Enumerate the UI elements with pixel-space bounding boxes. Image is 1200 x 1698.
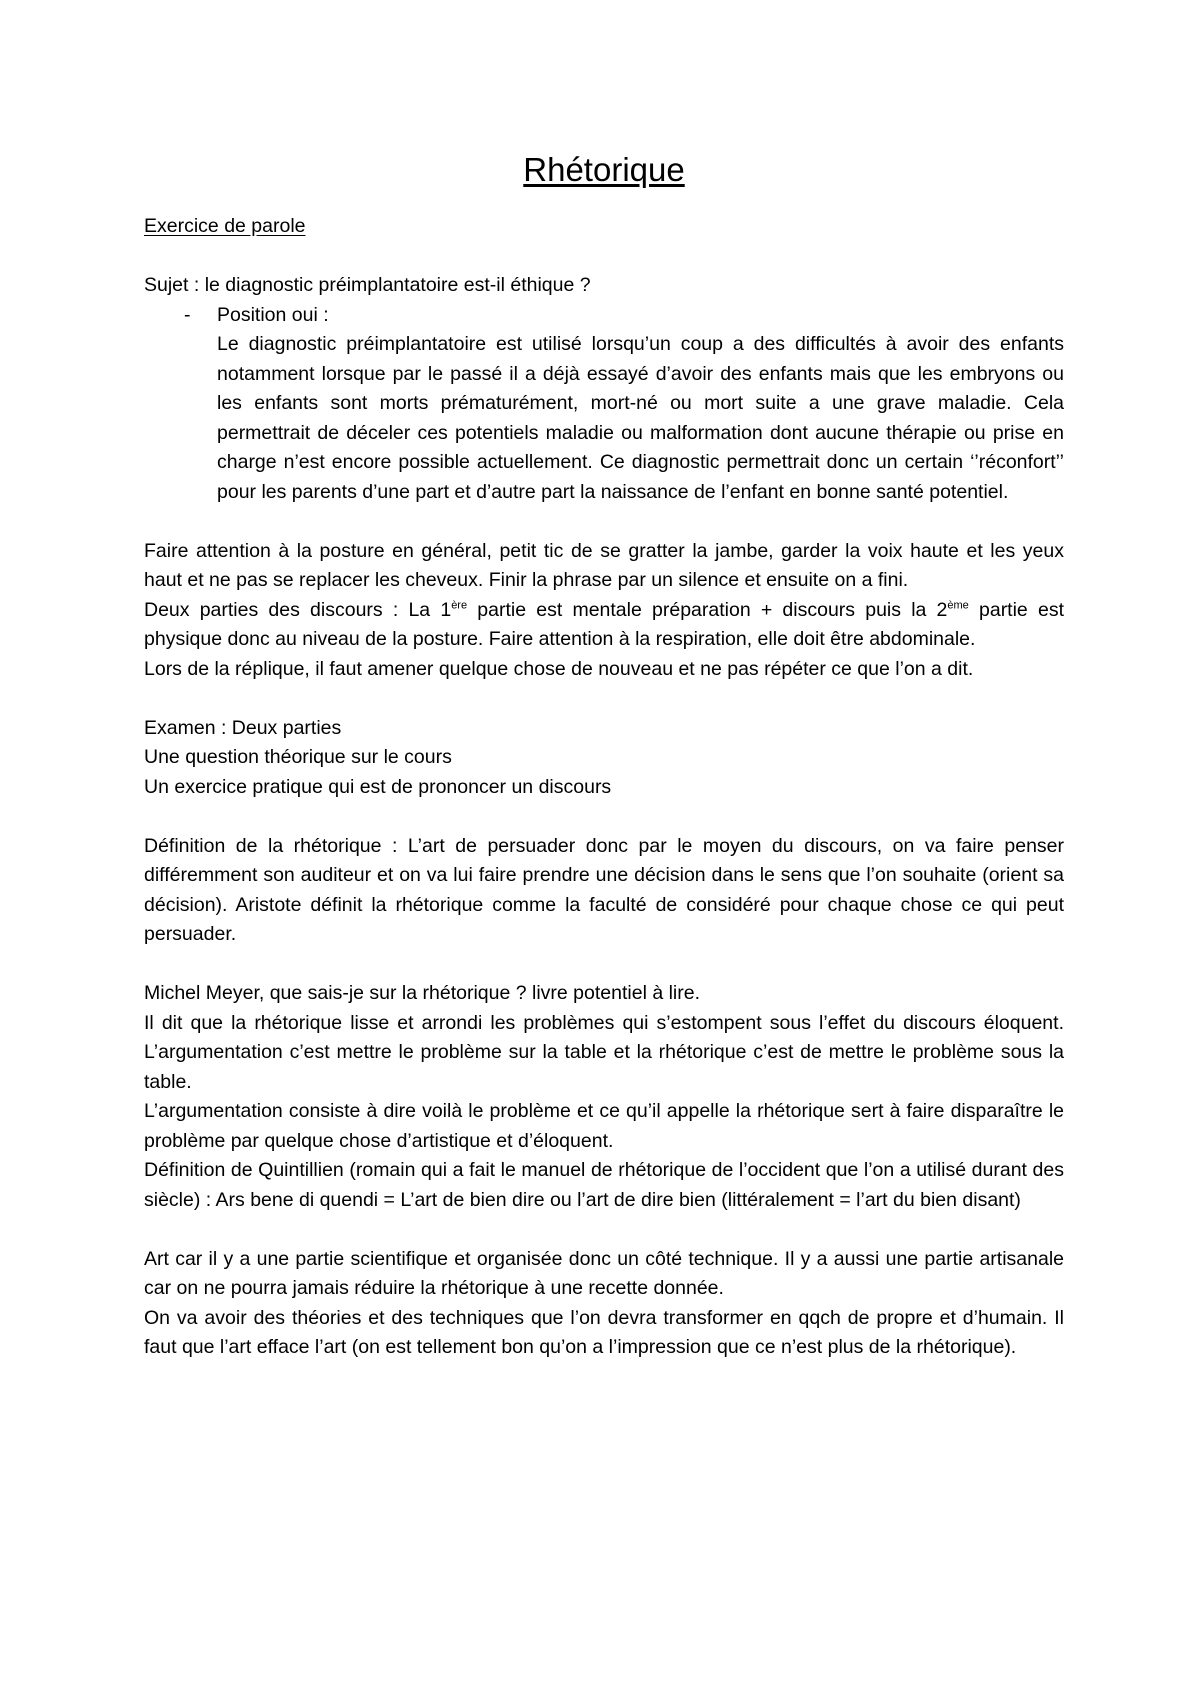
section-heading: Exercice de parole [144, 215, 306, 237]
superscript-premiere: ère [451, 599, 468, 611]
document-title: Rhétorique [523, 151, 685, 188]
replique-paragraph: Lors de la réplique, il faut amener quelque chose de nouveau et ne pas répéter ce que l’on a dit. [144, 657, 974, 680]
meyer-line: Michel Meyer, que sais-je sur la rhétorique ? livre potentiel à lire. [144, 982, 701, 1004]
superscript-deuxieme: ème [947, 599, 969, 611]
posture-paragraph: Faire attention à la posture en général, petit tic de se gratter la jambe, garder la voix haute et les yeux haut et ne pas se replacer les cheveux. Finir la phrase par un silence et ensuite on a fini. [144, 539, 1064, 591]
two-parts-text-2: partie est mentale préparation + discours puis la 2 [467, 598, 948, 621]
bullet-dash: - [184, 303, 191, 326]
bullet-item [144, 301, 1064, 331]
exam-item: Un exercice pratique qui est de prononcer un discours [144, 775, 612, 798]
bullet-label: Position oui : [217, 303, 329, 326]
argumentation-paragraph: L’argumentation consiste à dire voilà le problème et ce qu’il appelle la rhétorique sert à faire disparaître le problème par quelque chose d’artistique et d’éloquent. [144, 1100, 1064, 1152]
subject-line: Sujet : le diagnostic préimplantatoire est-il éthique ? [144, 274, 591, 296]
spacer [144, 242, 1064, 272]
two-parts-text-3: partie est physique donc au niveau de la posture. Faire attention à la respiration, elle doit être abdominale. [144, 598, 1064, 650]
art-paragraph: Art car il y a une partie scientifique et organisée donc un côté technique. Il y a aussi une partie artisanale car on ne pourra jamais réduire la rhétorique à une recette donnée. [144, 1247, 1064, 1299]
spacer [144, 802, 1064, 832]
exam-item: Une question théorique sur le cours [144, 746, 452, 768]
quintillien-paragraph: Définition de Quintillien (romain qui a fait le manuel de rhétorique de l’occident que l’on a utilisé durant des siècle) : Ars bene di quendi = L’art de bien dire ou l’art de dire bien (littéralement = l’art du bien disant) [144, 1159, 1064, 1211]
definition-paragraph: Définition de la rhétorique : L’art de persuader donc par le moyen du discours, on va faire penser différemment son auditeur et on va lui faire prendre une décision dans le sens que l’on souhaite (orient sa décision). Aristote définit la rhétorique comme la faculté de considéré pour chaque chose ce qui peut persuader. [144, 834, 1064, 945]
spacer [144, 950, 1064, 980]
two-parts-paragraph [144, 596, 1064, 655]
exam-title: Examen : Deux parties [144, 716, 342, 739]
two-parts-text-1: Deux parties des discours : La 1 [144, 598, 452, 621]
theories-paragraph: On va avoir des théories et des techniques que l’on devra transformer en qqch de propre et d’humain. Il faut que l’art efface l’art (on est tellement bon qu’on a l’impression que ce n’est plus de la rhétorique). [144, 1306, 1064, 1358]
bullet-body-text: Le diagnostic préimplantatoire est utilisé lorsqu’un coup a des difficultés à avoir des enfants notamment lorsque par le passé il a déjà essayé d’avoir des enfants mais que les embryons ou les enfants sont morts prématurément, mort-né ou mort suite a une grave maladie. Cela permettrait de déceler ces potentiels maladie ou malformation dont aucune thérapie ou prise en charge n’est encore possible actuellement. Ce diagnostic permettrait donc un certain ‘’réconfort’’ pour les parents d’une part et d’autre part la naissance de l’enfant en bonne santé potentiel. [217, 333, 1064, 503]
spacer [144, 1215, 1064, 1245]
spacer [144, 507, 1064, 537]
document-page [144, 150, 1064, 1363]
spacer [144, 684, 1064, 714]
meyer-paragraph: Il dit que la rhétorique lisse et arrondi les problèmes qui s’estompent sous l’effet du discours éloquent. L’argumentation c’est mettre le problème sur la table et la rhétorique c’est de mettre le problème sous la table. [144, 1011, 1064, 1093]
